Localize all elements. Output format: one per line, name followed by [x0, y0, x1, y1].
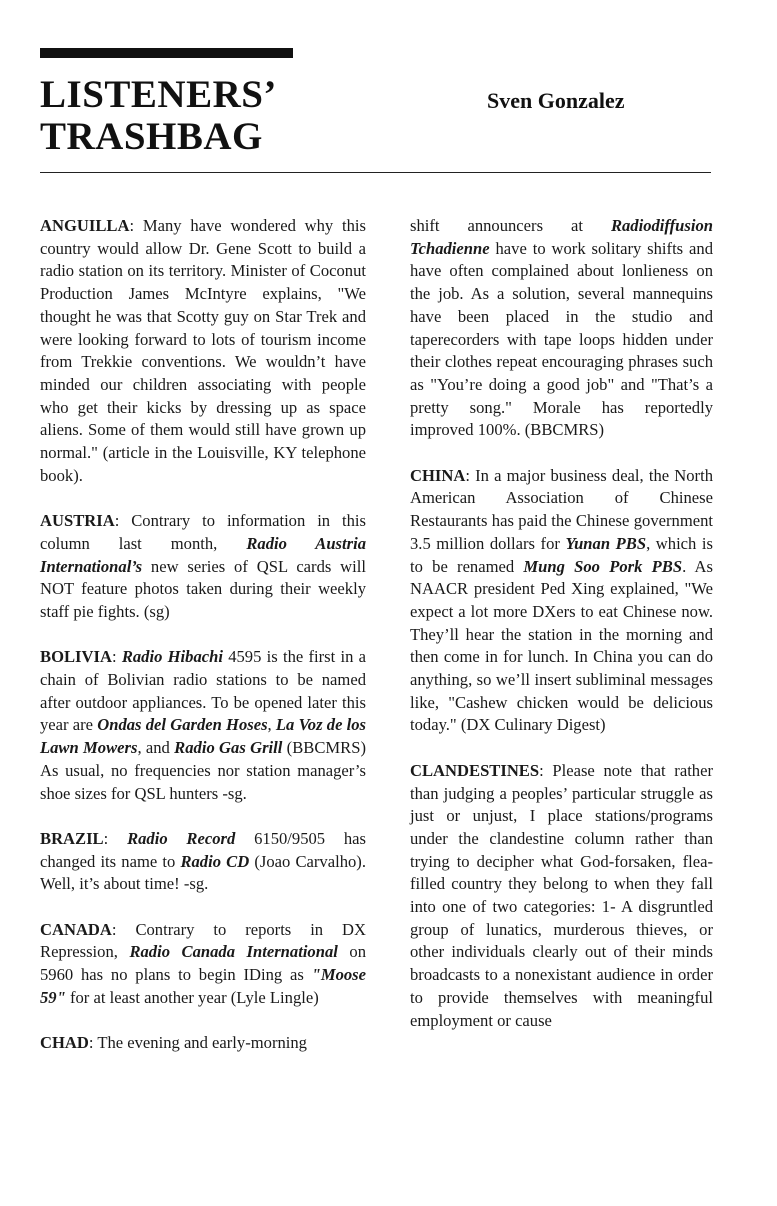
- station-name: Radio Hibachi: [121, 647, 223, 667]
- entry-text: 4595 is the first in a chain of Bolivian radio stations to be named after outdoor appliances. To be opened later this year are: [40, 647, 366, 735]
- station-name: La Voz de los Lawn Mowers: [40, 715, 367, 758]
- station-name: Yunan PBS: [565, 533, 647, 553]
- station-name: "Moose 59": [40, 965, 366, 1007]
- entry-text: :: [111, 647, 122, 667]
- entry-text: on 5960 has no plans to begin IDing as: [40, 942, 366, 985]
- station-name: Radio Austria International’s: [40, 533, 366, 576]
- page-title-line-1: LISTENERS’: [40, 73, 277, 116]
- entry-text: new series of QSL cards will NOT feature photos taken during their weekly staff pie fights. (sg): [40, 556, 366, 621]
- country-heading: BOLIVIA: [40, 647, 112, 667]
- country-heading: BRAZIL: [40, 828, 104, 848]
- entry-text: have to work solitary shifts and have often complained about lonlieness on the job. As a solution, several mannequins have been placed in the studio and taperecorders with tape loops hidden under their clothes repeat encouraging phrases such as "You’re doing a good job" and "That’s a pretty song." Morale has reportedly improved 100%. (BBCMRS): [410, 238, 713, 440]
- country-heading: AUSTRIA: [40, 511, 115, 531]
- left-column: [40, 215, 366, 1078]
- entry-china: [410, 465, 713, 737]
- station-name: Radio Canada International: [129, 942, 338, 962]
- station-name: Radio Gas Grill: [174, 738, 283, 758]
- entry-canada: [40, 919, 366, 1010]
- entry-clandestines: [410, 760, 713, 1032]
- entry-chad-cont: [410, 215, 713, 442]
- entry-text: : Contrary to information in this column last month,: [40, 511, 366, 553]
- author-name: Sven Gonzalez: [487, 88, 625, 113]
- country-heading: CANADA: [40, 919, 112, 939]
- station-name: Ondas del Garden Hoses: [97, 715, 268, 735]
- entry-brazil: [40, 828, 366, 896]
- entry-text: : In a major business deal, the North American Association of Chinese Restaurants has paid the Chinese government 3.5 million dollars for: [410, 465, 713, 553]
- page-title-line-2: TRASHBAG: [40, 115, 263, 158]
- entry-text: for at least another year (Lyle Lingle): [65, 987, 319, 1007]
- entry-text: :: [103, 828, 128, 848]
- entry-austria: [40, 510, 366, 624]
- entry-text: : Please note that rather than judging a peoples’ particular struggle as just or unjust, I place stations/programs under the clandestine column rather than trying to decipher what God-forsaken, flea-filled country they belong to when they fall into one of two categories: 1- A disgruntled group of lunatics, murderous thieves, or other individuals clearly out of their minds broadcasts to a nonexistant audience in order to provide themselves with meaningful employment or cause: [410, 760, 713, 1030]
- entry-text: : Contrary to reports in DX Repression,: [40, 919, 366, 962]
- right-column: [410, 215, 713, 1055]
- entry-text: (Joao Carvalho). Well, it’s about time! -sg.: [40, 851, 366, 894]
- country-heading: ANGUILLA: [40, 216, 130, 235]
- entry-text: : Many have wondered why this country would allow Dr. Gene Scott to build a radio station on its territory. Minister of Coconut Production James McIntyre explains, "We thought he was that Scotty guy on Star Trek and were looking forward to lots of tourism income from Trekkie conventions. We wouldn’t have minded our children associating with people who get their kicks by dressing up as space aliens. Some of them would still have grown up normal." (article in the Louisville, KY telephone book).: [40, 216, 366, 485]
- page-title: [40, 74, 277, 158]
- country-heading: CHINA: [410, 465, 466, 485]
- station-name: Radio Record: [127, 828, 236, 848]
- entry-text: , and: [137, 738, 175, 758]
- entry-text: ,: [267, 715, 276, 735]
- station-name: Radio CD: [180, 851, 250, 871]
- entry-text: shift announcers at: [410, 216, 611, 235]
- entry-bolivia: [40, 646, 366, 805]
- entry-anguilla: [40, 215, 366, 487]
- entry-chad: [40, 1032, 366, 1055]
- station-name: Radiodiffusion Tchadienne: [410, 216, 713, 258]
- entry-text: , which is to be renamed: [410, 533, 713, 576]
- entry-text: (BBCMRS) As usual, no frequencies nor station manager’s shoe sizes for QSL hunters -sg.: [40, 738, 366, 803]
- country-heading: CHAD: [40, 1033, 89, 1053]
- country-heading: CLANDESTINES: [410, 760, 540, 780]
- header-divider: [40, 172, 711, 173]
- entry-text: . As NAACR president Ped Xing explained, "We expect a lot more DXers to eat Chinese now. They’ll hear the station in the morning and then come in for lunch. In China you can do anything, so we’ll insert subliminal messages like, "Cashew chicken would be delicious today." (DX Culinary Digest): [410, 556, 713, 735]
- station-name: Mung Soo Pork PBS: [523, 556, 683, 576]
- entry-text: 6150/9505 has changed its name to: [40, 828, 367, 871]
- header-rule-bar: [40, 48, 293, 58]
- entry-text: : The evening and early-morning: [88, 1033, 307, 1053]
